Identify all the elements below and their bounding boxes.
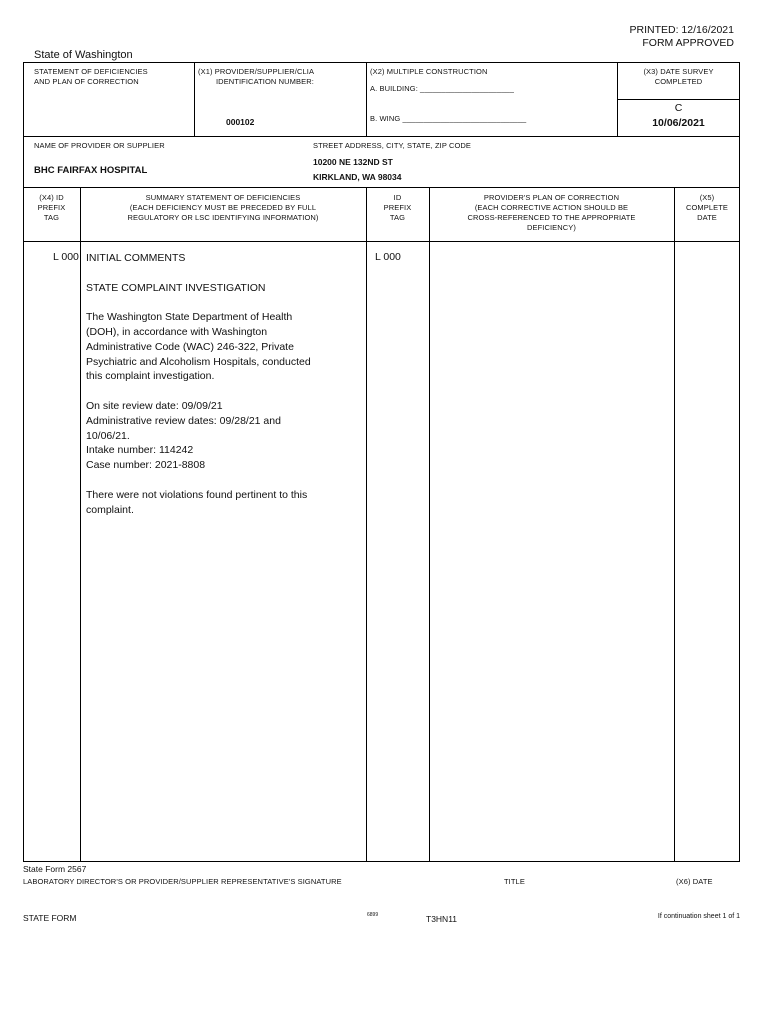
divider xyxy=(674,187,675,862)
building-line: A. BUILDING: ______________________ xyxy=(370,84,515,93)
event-id: T3HN11 xyxy=(426,914,458,924)
statement-label-2: AND PLAN OF CORRECTION xyxy=(34,77,139,86)
id-header-1: ID xyxy=(393,193,402,202)
plan-header-3: CROSS-REFERENCED TO THE APPROPRIATE xyxy=(467,213,636,222)
continuation-sheet: If continuation sheet 1 of 1 xyxy=(657,913,740,920)
x1-label-2: IDENTIFICATION NUMBER: xyxy=(216,77,314,86)
provider-name: BHC FAIRFAX HOSPITAL xyxy=(34,165,148,176)
correction-tag: L 000 xyxy=(375,251,401,263)
deficiency-tag: L 000 xyxy=(53,251,79,263)
x4-header-3: TAG xyxy=(43,213,60,222)
x4-header-1: (X4) ID xyxy=(39,193,64,202)
form-code: 6899 xyxy=(367,912,379,918)
x5-header-2: COMPLETE xyxy=(685,203,729,212)
paragraph: There were not violations found pertinent to this complaint. xyxy=(86,488,308,516)
divider xyxy=(366,187,367,862)
city-state-zip: KIRKLAND, WA 98034 xyxy=(313,172,402,182)
plan-header-2: (EACH CORRECTIVE ACTION SHOULD BE xyxy=(474,203,629,212)
divider xyxy=(366,62,367,136)
signature-label: LABORATORY DIRECTOR'S OR PROVIDER/SUPPLIER REPRESENTATIVE'S SIGNATURE xyxy=(23,877,342,886)
title-label: TITLE xyxy=(504,877,525,886)
x6-date-label: (X6) DATE xyxy=(676,877,713,886)
printed-date: PRINTED: 12/16/2021 xyxy=(629,24,734,36)
address-label: STREET ADDRESS, CITY, STATE, ZIP CODE xyxy=(313,141,472,150)
paragraph: On site review date: 09/09/21 Administrative review dates: 09/28/21 and 10/06/21. Intake number: 114242 Case number: 2021-8808 xyxy=(86,399,281,472)
statement-label-1: STATEMENT OF DEFICIENCIES xyxy=(34,67,148,76)
divider xyxy=(23,136,740,137)
id-header-3: TAG xyxy=(389,213,406,222)
plan-header-4: DEFICIENCY) xyxy=(526,223,577,232)
summary-header-2: (EACH DEFICIENCY MUST BE PRECEDED BY FULL xyxy=(129,203,317,212)
x5-header-1: (X5) xyxy=(699,193,715,202)
plan-header-1: PROVIDER'S PLAN OF CORRECTION xyxy=(483,193,620,202)
provider-id-number: 000102 xyxy=(226,117,255,127)
x3-label-2: COMPLETED xyxy=(654,77,703,86)
street-address: 10200 NE 132ND ST xyxy=(313,157,393,167)
form-approved: FORM APPROVED xyxy=(642,37,734,49)
divider xyxy=(23,187,740,188)
state-form-number: State Form 2567 xyxy=(23,864,87,874)
x3-date: 10/06/2021 xyxy=(652,117,705,129)
x2-label: (X2) MULTIPLE CONSTRUCTION xyxy=(370,67,488,76)
paragraph: INITIAL COMMENTS xyxy=(86,252,186,264)
x3-code: C xyxy=(674,102,683,114)
divider xyxy=(429,187,430,862)
x5-header-3: DATE xyxy=(697,213,717,222)
divider xyxy=(617,99,740,100)
divider xyxy=(194,62,195,136)
x1-label-1: (X1) PROVIDER/SUPPLIER/CLIA xyxy=(198,67,315,76)
wing-line: B. WING _____________________________ xyxy=(370,114,527,123)
paragraph: The Washington State Department of Health (DOH), in accordance with Washington Administrative Code (WAC) 246-322, Private Psychiatric and Alcoholism Hospitals, conducted this complaint investigation. xyxy=(86,311,311,383)
divider xyxy=(23,241,740,242)
x3-label-1: (X3) DATE SURVEY xyxy=(643,67,714,76)
summary-header-3: REGULATORY OR LSC IDENTIFYING INFORMATION) xyxy=(127,213,319,222)
x4-header-2: PREFIX xyxy=(37,203,66,212)
state-form-label: STATE FORM xyxy=(23,913,77,923)
divider xyxy=(80,187,81,862)
provider-name-label: NAME OF PROVIDER OR SUPPLIER xyxy=(34,141,165,150)
summary-header-1: SUMMARY STATEMENT OF DEFICIENCIES xyxy=(145,193,301,202)
paragraph: STATE COMPLAINT INVESTIGATION xyxy=(86,281,266,294)
state-name: State of Washington xyxy=(34,49,133,61)
id-header-2: PREFIX xyxy=(383,203,412,212)
summary-statement xyxy=(86,251,361,532)
